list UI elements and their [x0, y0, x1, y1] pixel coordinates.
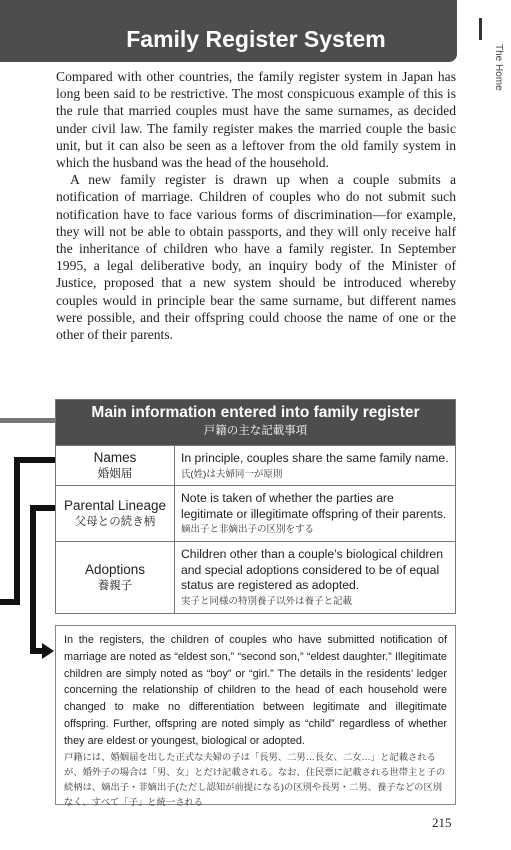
row-label-en: Adoptions [84, 562, 146, 577]
row-label-jp: 養親子 [97, 580, 133, 592]
row-description [175, 542, 455, 613]
table-header [56, 400, 455, 445]
page-title: Family Register System [126, 26, 386, 52]
section-label: The Home [493, 44, 504, 91]
note-text-en: In the registers, the children of couples who have submitted notification of marriage are noted as “eldest son,” “second son,” “eldest daughter.” Illegitimate children are simply noted as “boy” or “girl.” The details in the residents’ ledger concerning the relationship of children to the head of each household were changed to make no differentiation between legitimate and illegitimate offspring. Further, offspring are noted simply as “child” regardless of whether they are eldest or youngest, biological or adopted. [64, 634, 447, 747]
table-title-en: Main information entered into family register [91, 404, 420, 421]
row-label [56, 486, 175, 541]
side-rule [479, 18, 482, 40]
row-desc-jp: 嫡出子と非嫡出子の区別をする [181, 524, 315, 536]
paragraph-1: Compared with other countries, the family register system in Japan has long been said to be restrictive. The most conspicuous example of this is the rule that married couples must have the same surnames, as decided under civil law. The family register makes the married couple the basic unit, but it can also be seen as a leftover from the old family system in which the husband was the head of the household. [56, 69, 456, 171]
margin-tab [0, 418, 56, 423]
table-row [56, 445, 455, 485]
row-label [56, 446, 175, 485]
row-label-jp: 婚姻届 [97, 468, 133, 480]
row-description [175, 486, 455, 541]
connector-arrows [0, 440, 60, 720]
row-desc-en: Children other than a couple’s biological children and special adoptions considered to be of equal status are registered as adopted. [181, 547, 443, 593]
note-box [55, 625, 456, 808]
row-label-en: Names [93, 450, 137, 465]
row-label-jp: 父母との続き柄 [74, 516, 156, 528]
table-row [56, 541, 455, 613]
connector-line-inner [33, 508, 56, 651]
table-row [56, 485, 455, 541]
body-text [56, 68, 456, 343]
table-title-jp: 戸籍の主な記載事項 [203, 425, 308, 437]
page-number: 215 [432, 815, 452, 830]
row-desc-en: In principle, couples share the same family name. [181, 451, 449, 465]
row-desc-jp: 実子と同様の特別養子以外は養子と記載 [181, 595, 353, 607]
row-desc-jp: 氏(姓)は夫婦同一が原則 [181, 468, 283, 480]
info-table [55, 399, 456, 614]
row-label-en: Parental Lineage [63, 498, 167, 513]
note-text-jp: 戸籍には、婚姻届を出した正式な夫婦の子は「長男、二男…長女、二女…」と記載されるが、婚外子の場合は「男、女」とだけ記載される。なお、住民票に記載される世帯主と子の続柄は、嫡出子・非嫡出子(ただし認知が前提になる)の区別や長男・二男、養子などの区別なく、すべて「子」と統一される [64, 751, 446, 808]
row-desc-en: Note is taken of whether the parties are legitimate or illegitimate offspring of their parents. [181, 491, 447, 521]
connector-line-outer [0, 460, 56, 602]
row-label [56, 542, 175, 613]
connector-arrowhead [42, 643, 54, 659]
row-description [175, 446, 455, 485]
paragraph-2: A new family register is drawn up when a couple submits a notification of marriage. Children of couples who do not submit such notification have to face various forms of discrimination—for example, they will not be able to obtain passports, and they will only receive half the inheritance of children who have a family register. In September 1995, a legal deliberative body, an inquiry body of the Minister of Justice, proposed that a new system should be introduced whereby couples would in principle bear the same surname, but different names were possible, and their offspring could choose the name of one or the other of their parents. [56, 172, 456, 343]
